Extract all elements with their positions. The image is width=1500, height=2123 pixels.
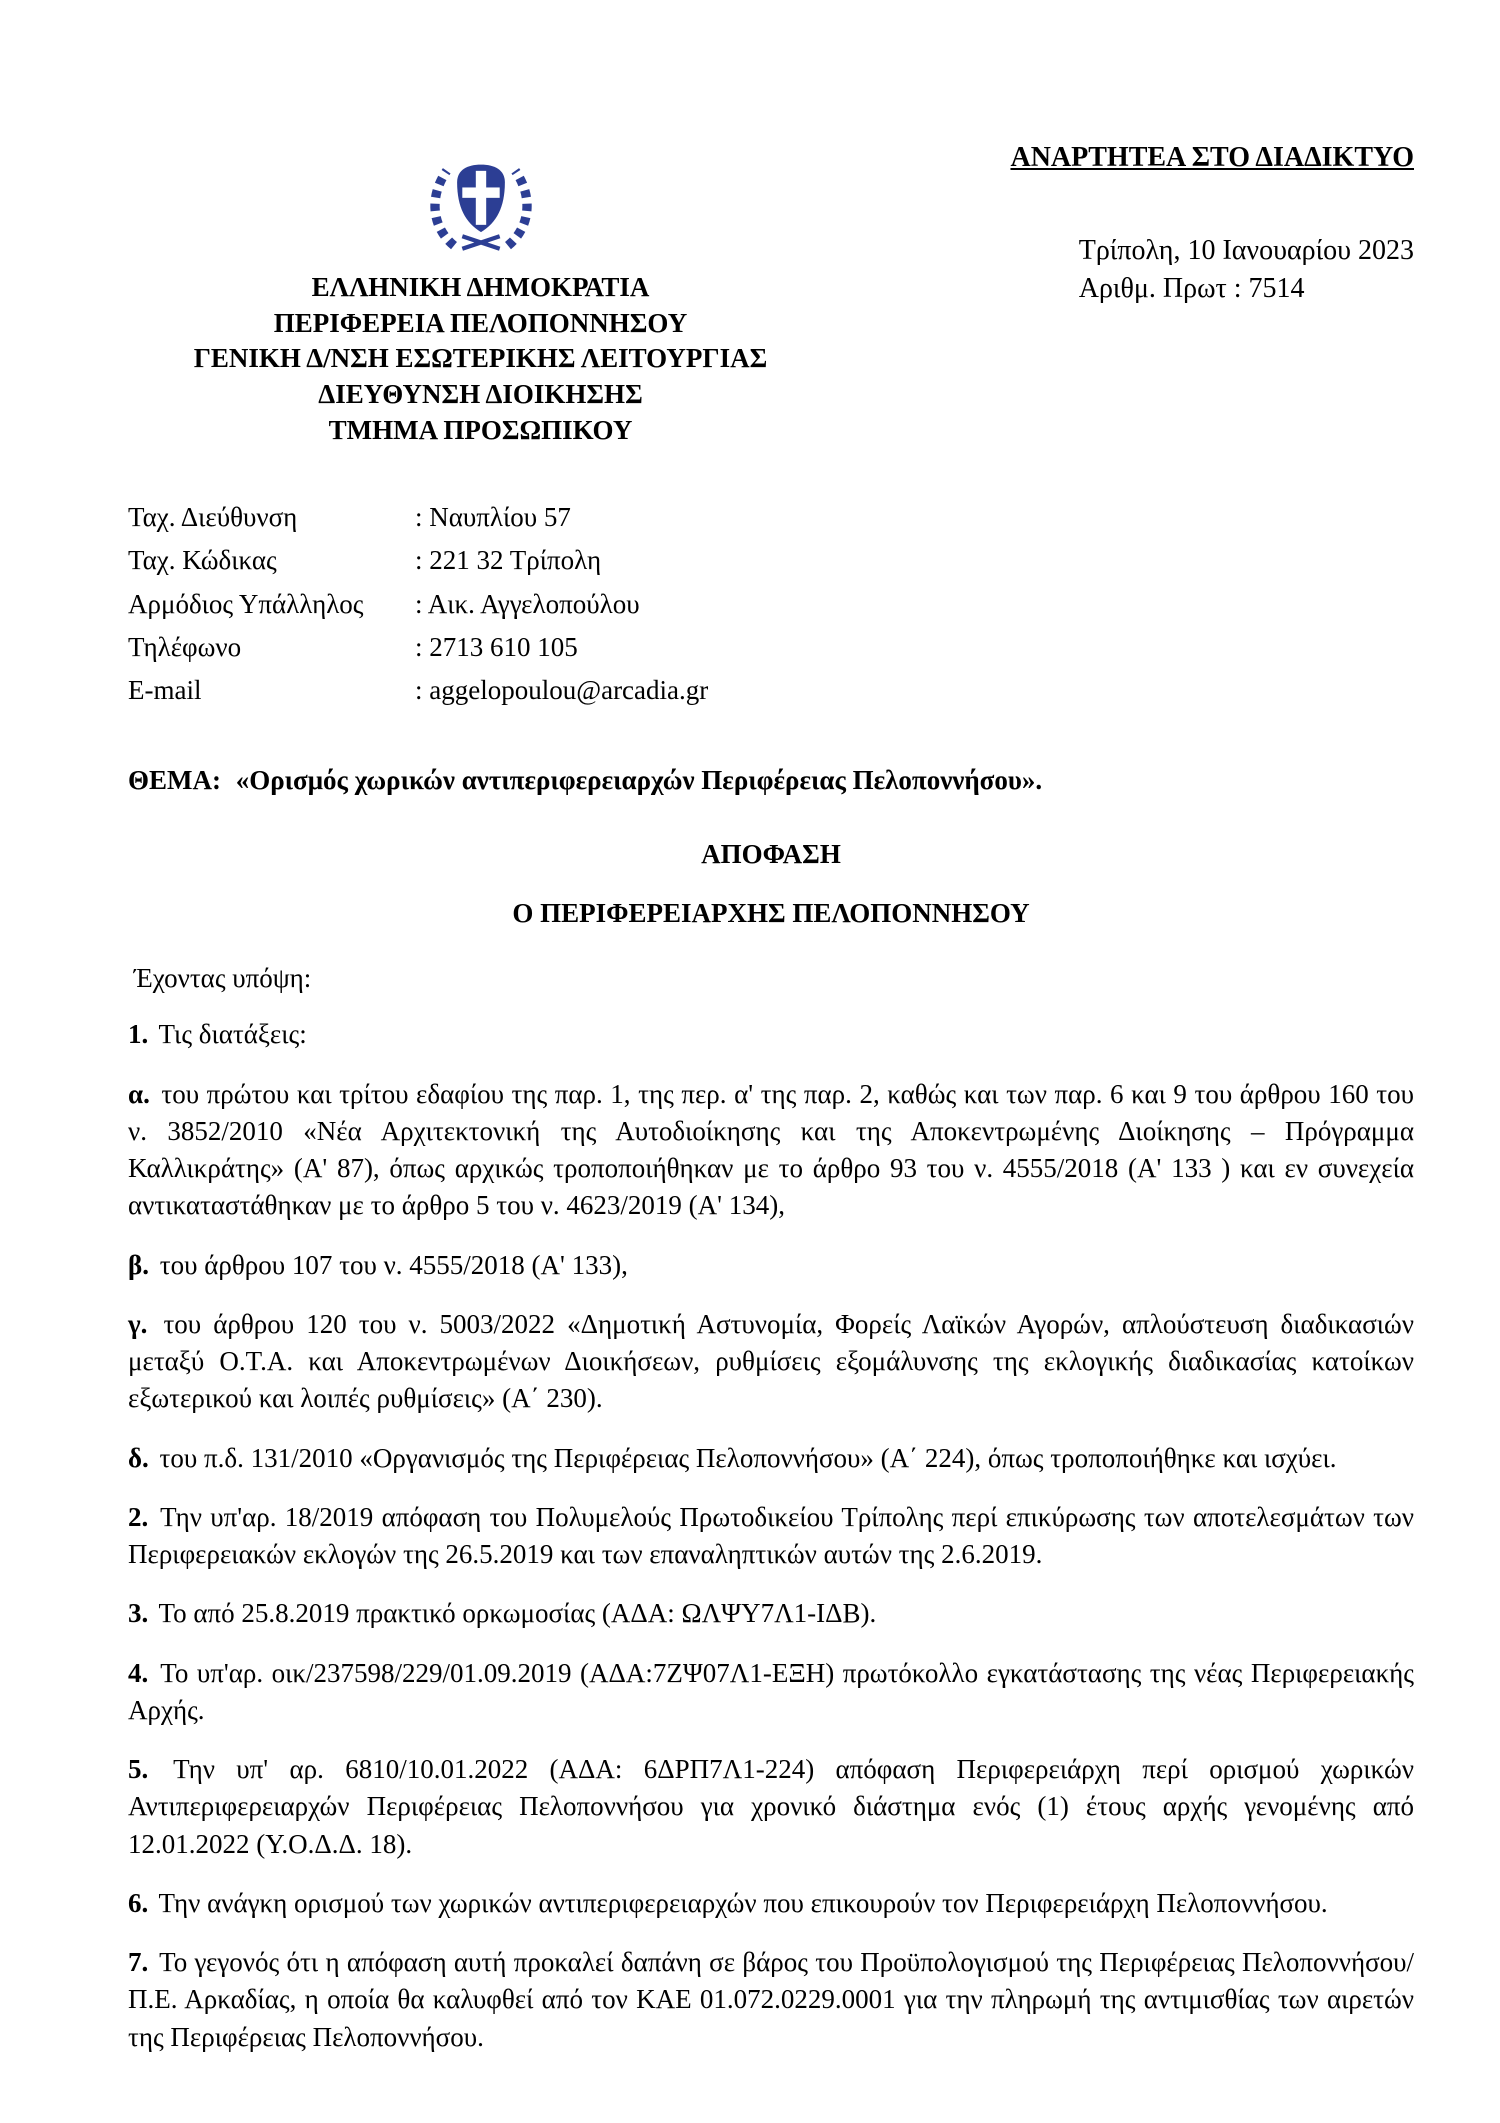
paragraph-marker: 6. bbox=[128, 1887, 149, 1918]
paragraph-marker: α. bbox=[128, 1078, 150, 1109]
paragraph-marker: γ. bbox=[128, 1308, 148, 1339]
contact-label: Τηλέφωνο bbox=[128, 631, 242, 662]
org-line-direction: ΓΕΝΙΚΗ Δ/ΝΣΗ ΕΣΩΤΕΡΙΚΗΣ ΛΕΙΤΟΥΡΓΙΑΣ bbox=[193, 343, 768, 374]
decision-title: ΑΠΟΦΑΣΗ bbox=[701, 839, 841, 870]
org-line-republic: ΕΛΛΗΝΙΚΗ ΔΗΜΟΚΡΑΤΙΑ bbox=[311, 272, 650, 302]
paragraph-7 bbox=[128, 1944, 1414, 2056]
paragraph-text: Το από 25.8.2019 πρακτικό ορκωμοσίας (ΑΔΑ: ΩΛΨΥ7Λ1-ΙΔΒ). bbox=[158, 1598, 877, 1629]
contact-value: : aggelopoulou@arcadia.gr bbox=[415, 674, 709, 705]
paragraph-4 bbox=[128, 1655, 1414, 1730]
paragraph-marker: β. bbox=[128, 1249, 149, 1280]
internet-posting-notice: ΑΝΑΡΤΗΤΕΑ ΣΤΟ ΔΙΑΔΙΚΤΥΟ bbox=[1010, 142, 1414, 173]
protocol-number-line: Αριθμ. Πρωτ : 7514 bbox=[1078, 272, 1305, 304]
paragraph-6 bbox=[128, 1885, 1414, 1922]
paragraph-marker: δ. bbox=[128, 1442, 149, 1473]
contact-value: : Αικ. Αγγελοπούλου bbox=[415, 588, 640, 619]
paragraph-3 bbox=[128, 1595, 1414, 1632]
contact-row-phone bbox=[128, 626, 1414, 669]
paragraph-text: Την υπ' αρ. 6810/10.01.2022 (ΑΔΑ: 6ΔΡΠ7Λ1-224) απόφαση Περιφερειάρχη περί ορισμού χωρικών Αντιπεριφερειαρχών Περιφέρειας Πελοποννήσου για χρονικό διάστημα ενός (1) έτους αρχής γενομένης από 12.01.2022 (Υ.Ο.Δ.Δ. 18). bbox=[128, 1754, 1414, 1859]
top-right-block bbox=[833, 140, 1414, 308]
paragraph-text: Τις διατάξεις: bbox=[158, 1019, 307, 1050]
paragraph-marker: 2. bbox=[128, 1501, 149, 1532]
contact-row-postal-code bbox=[128, 539, 1414, 582]
paragraph-1c bbox=[128, 1306, 1414, 1418]
paragraph-text: Την ανάγκη ορισμού των χωρικών αντιπεριφερειαρχών που επικουρούν τον Περιφερειάρχη Πελοποννήσου. bbox=[158, 1887, 1328, 1918]
org-line-region: ΠΕΡΙΦΕΡΕΙΑ ΠΕΛΟΠΟΝΝΗΣΟΥ bbox=[273, 307, 688, 338]
contact-row-officer bbox=[128, 583, 1414, 626]
paragraph-1d bbox=[128, 1440, 1414, 1477]
issuing-authority-block bbox=[128, 140, 833, 448]
paragraph-1a bbox=[128, 1076, 1414, 1225]
contact-info bbox=[128, 496, 1414, 712]
paragraph-text: του άρθρου 107 του ν. 4555/2018 (Α' 133), bbox=[159, 1249, 628, 1280]
paragraph-marker: 5. bbox=[128, 1754, 149, 1785]
paragraph-text: Το υπ'αρ. οικ/237598/229/01.09.2019 (ΑΔΑ:7ΖΨ07Λ1-ΕΞΗ) πρωτόκολλο εγκατάστασης της νέας Περιφερειακής Αρχής. bbox=[128, 1657, 1414, 1725]
paragraph-2 bbox=[128, 1499, 1414, 1574]
decision-intro: Έχοντας υπόψη: bbox=[134, 963, 312, 994]
paragraph-text: Την υπ'αρ. 18/2019 απόφαση του Πολυμελούς Πρωτοδικείου Τρίπολης περί επικύρωσης των αποτελεσμάτων των Περιφερειακών εκλογών της 26.5.2019 και των επαναληπτικών αυτών της 2.6.2019. bbox=[128, 1501, 1414, 1570]
paragraph-text: του π.δ. 131/2010 «Οργανισμός της Περιφέρειας Πελοποννήσου» (Α΄ 224), όπως τροποποιήθηκε και ισχύει. bbox=[159, 1442, 1337, 1473]
contact-value: : Ναυπλίου 57 bbox=[415, 502, 571, 533]
paragraph-text: του πρώτου και τρίτου εδαφίου της παρ. 1, της περ. α' της παρ. 2, καθώς και των παρ. 6 και 9 του άρθρου 160 του ν. 3852/2010 «Νέα Αρχιτεκτονική της Αυτοδιοίκησης και της Αποκεντρωμένης Διοίκησης – Πρόγραμμα Καλλικράτης» (Α' 87), όπως αρχικώς τροποποιήθηκαν με το άρθρο 93 του ν. 4555/2018 (Α' 133 ) και εν συνεχεία αντικαταστάθηκαν με το άρθρο 5 του ν. 4623/2019 (Α' 134), bbox=[128, 1078, 1415, 1221]
city-date-line: Τρίπολη, 10 Ιανουαρίου 2023 bbox=[1078, 235, 1414, 266]
paragraph-1 bbox=[128, 1016, 1414, 1053]
org-lines bbox=[128, 270, 833, 448]
org-line-division: ΔΙΕΥΘΥΝΣΗ ΔΙΟΙΚΗΣΗΣ bbox=[318, 378, 643, 409]
paragraph-text: Το γεγονός ότι η απόφαση αυτή προκαλεί δαπάνη σε βάρος του Προϋπολογισμού της Περιφέρειας Πελοποννήσου/Π.Ε. Αρκαδίας, η οποία θα καλυφθεί από τον ΚΑΕ 01.072.0229.0001 για την πληρωμή της αντιμισθίας των αιρετών της Περιφέρειας Πελοποννήσου. bbox=[128, 1947, 1414, 2052]
paragraph-marker: 1. bbox=[128, 1019, 149, 1050]
contact-value: : 221 32 Τρίπολη bbox=[415, 545, 602, 576]
subject-text: «Ορισμός χωρικών αντιπεριφερειαρχών Περιφέρειας Πελοποννήσου». bbox=[235, 765, 1043, 796]
contact-label: Ταχ. Διεύθυνση bbox=[128, 502, 298, 533]
org-line-department: ΤΜΗΜΑ ΠΡΟΣΩΠΙΚΟΥ bbox=[328, 414, 633, 445]
contact-row-email bbox=[128, 669, 1414, 712]
paragraph-marker: 3. bbox=[128, 1598, 149, 1629]
contact-label: Αρμόδιος Υπάλληλος bbox=[128, 588, 364, 619]
contact-label: Ταχ. Κώδικας bbox=[128, 545, 277, 576]
document-header bbox=[128, 140, 1414, 448]
paragraph-1b bbox=[128, 1247, 1414, 1284]
contact-label: E-mail bbox=[128, 674, 202, 705]
contact-row-address bbox=[128, 496, 1414, 539]
paragraph-marker: 4. bbox=[128, 1657, 149, 1688]
decision-subtitle: Ο ΠΕΡΙΦΕΡΕΙΑΡΧΗΣ ΠΕΛΟΠΟΝΝΗΣΟΥ bbox=[512, 898, 1030, 929]
subject-label: ΘΕΜΑ: bbox=[128, 765, 221, 796]
paragraph-text: του άρθρου 120 του ν. 5003/2022 «Δημοτική Αστυνομία, Φορείς Λαϊκών Αγορών, απλούστευση διαδικασιών μεταξύ Ο.Τ.Α. και Αποκεντρωμένων Διοικήσεων, ρυθμίσεις εξομάλυνσης της εκλογικής διαδικασίας κατοίκων εξωτερικού και λοιπές ρυθμίσεις» (Α΄ 230). bbox=[128, 1308, 1414, 1414]
date-protocol-block bbox=[1079, 232, 1414, 308]
contact-value: : 2713 610 105 bbox=[415, 631, 578, 662]
paragraph-5 bbox=[128, 1751, 1414, 1863]
subject-line bbox=[128, 762, 1414, 799]
paragraph-marker: 7. bbox=[128, 1947, 149, 1978]
hellenic-republic-emblem-icon bbox=[418, 148, 544, 256]
